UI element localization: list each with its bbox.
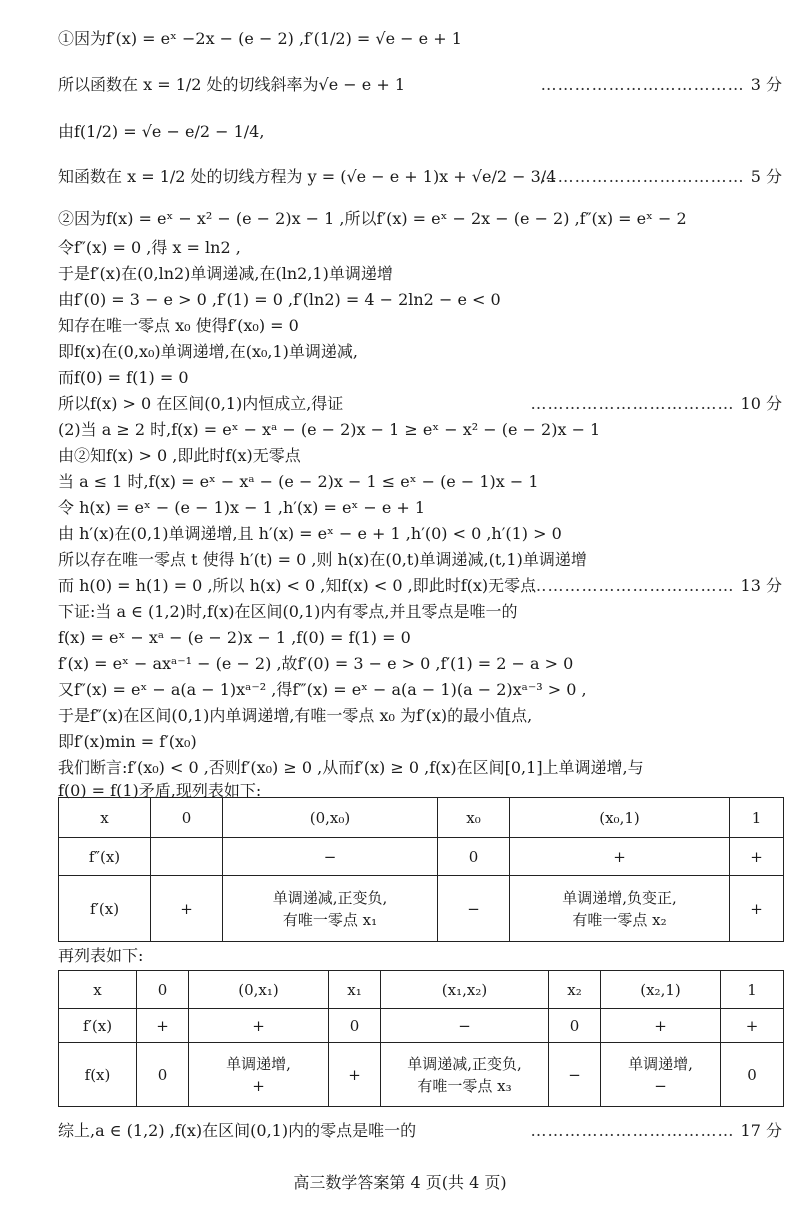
table-cell <box>223 798 438 838</box>
cell-line: 单调递减,正变负, <box>407 1054 522 1073</box>
table-cell <box>59 1043 137 1107</box>
cell-line: + <box>252 1076 265 1095</box>
cell-line: − <box>458 1016 471 1035</box>
cell-line: − <box>568 1065 581 1084</box>
line-text: 所以函数在 x = 1/2 处的切线斜率为√e − e + 1 <box>58 75 405 94</box>
table-row <box>59 798 784 838</box>
solution-line <box>58 601 782 623</box>
line-text: 所以f(x) > 0 在区间(0,1)内恒成立,得证 <box>58 394 344 413</box>
table-cell <box>381 1009 549 1043</box>
table-cell <box>549 1043 601 1107</box>
table-cell <box>329 971 381 1009</box>
cell-line: x₀ <box>466 808 481 827</box>
table-cell <box>601 1009 721 1043</box>
table-cell <box>59 1009 137 1043</box>
cell-line: + <box>745 1016 759 1035</box>
cell-line: 单调递增, <box>226 1054 291 1073</box>
cell-line: + <box>613 847 626 866</box>
line-text: 由②知f(x) > 0 ,即此时f(x)无零点 <box>58 446 301 465</box>
cell-line: x <box>100 808 109 827</box>
solution-line <box>58 208 782 230</box>
table-row <box>59 838 784 876</box>
cell-line: (x₁,x₂) <box>441 980 488 999</box>
solution-line <box>58 419 782 441</box>
table-cell <box>151 876 223 942</box>
score-mark: ……………………………… 13 分 <box>530 576 782 595</box>
cell-line: (0,x₁) <box>238 980 279 999</box>
cell-line: 有唯一零点 x₂ <box>572 910 667 929</box>
table-cell <box>223 838 438 876</box>
table-cell <box>329 1043 381 1107</box>
cell-line: + <box>654 1016 667 1035</box>
table-cell <box>601 971 721 1009</box>
solution-line <box>58 367 782 389</box>
solution-line <box>58 263 782 285</box>
line-text: 当 a ≤ 1 时,f(x) = eˣ − xᵃ − (e − 2)x − 1 ≤ eˣ − (e − 1)x − 1 <box>58 472 539 491</box>
line-text: f(0) = f(1)矛盾,现列表如下: <box>58 781 262 800</box>
score-mark: ……………………………… 3 分 <box>540 75 782 94</box>
table-cell <box>721 1009 784 1043</box>
table-cell <box>381 1043 549 1107</box>
line-text: 而 h(0) = h(1) = 0 ,所以 h(x) < 0 ,知f(x) < 0 ,即此时f(x)无零点 <box>58 576 537 595</box>
cell-line: x₂ <box>567 980 582 999</box>
table-cell <box>510 798 730 838</box>
solution-line <box>58 679 782 701</box>
table-cell <box>510 838 730 876</box>
cell-line: 0 <box>569 1016 580 1035</box>
line-text: ①因为f′(x) = eˣ −2x − (e − 2) ,f′(1/2) = √e − e + 1 <box>58 29 462 48</box>
table-cell <box>137 1009 189 1043</box>
solution-line <box>58 237 782 259</box>
table-row <box>59 1043 784 1107</box>
solution-line <box>58 289 782 311</box>
cell-line: f′(x) <box>89 899 120 918</box>
line-text: 令 h(x) = eˣ − (e − 1)x − 1 ,h′(x) = eˣ − e + 1 <box>58 498 426 517</box>
table-cell <box>151 798 223 838</box>
cell-line: 有唯一零点 x₁ <box>282 910 378 929</box>
line-text: 令f″(x) = 0 ,得 x = ln2 , <box>58 238 241 257</box>
cell-line: − <box>654 1076 667 1095</box>
line-text: f′(x) = eˣ − axᵃ⁻¹ − (e − 2) ,故f′(0) = 3 − e > 0 ,f′(1) = 2 − a > 0 <box>58 654 574 673</box>
line-text: 知函数在 x = 1/2 处的切线方程为 y = (√e − e + 1)x + √e/2 − 3/4 <box>58 167 557 186</box>
line-text: f(x) = eˣ − xᵃ − (e − 2)x − 1 ,f(0) = f(1) = 0 <box>58 628 411 647</box>
line-text: 即f′(x)min = f′(x₀) <box>58 732 197 751</box>
cell-line: − <box>323 847 337 866</box>
cell-line: f(x) <box>84 1065 111 1084</box>
table-cell <box>59 876 151 942</box>
table-cell <box>721 1043 784 1107</box>
table-cell <box>223 876 438 942</box>
table-cell <box>59 971 137 1009</box>
line-text: ②因为f(x) = eˣ − x² − (e − 2)x − 1 ,所以f′(x) = eˣ − 2x − (e − 2) ,f″(x) = eˣ − 2 <box>58 209 687 228</box>
cell-line: 单调递减,正变负, <box>272 888 388 907</box>
line-text: 于是f″(x)在区间(0,1)内单调递增,有唯一零点 x₀ 为f′(x)的最小值点, <box>58 706 533 725</box>
line-text: 由 h′(x)在(0,1)单调递增,且 h′(x) = eˣ − e + 1 ,h′(0) < 0 ,h′(1) > 0 <box>58 524 562 543</box>
conclusion-line <box>58 1120 782 1142</box>
table-row <box>59 876 784 942</box>
cell-line: + <box>750 847 763 866</box>
solution-line <box>58 315 782 337</box>
line-text: 而f(0) = f(1) = 0 <box>58 368 189 387</box>
line-text: 所以存在唯一零点 t 使得 h′(t) = 0 ,则 h(x)在(0,t)单调递减,(t,1)单调递增 <box>58 550 587 569</box>
solution-line <box>58 166 782 188</box>
solution-line <box>58 74 782 96</box>
line-text: 于是f′(x)在(0,ln2)单调递减,在(ln2,1)单调递增 <box>58 264 393 283</box>
solution-line <box>58 445 782 467</box>
line-text: 我们断言:f′(x₀) < 0 ,否则f′(x₀) ≥ 0 ,从而f′(x) ≥ 0 ,f(x)在区间[0,1]上单调递增,与 <box>58 758 644 777</box>
table-cell <box>381 971 549 1009</box>
line-text: 即f(x)在(0,x₀)单调递增,在(x₀,1)单调递减, <box>58 342 358 361</box>
table-cell <box>549 971 601 1009</box>
line-text: (2)当 a ≥ 2 时,f(x) = eˣ − xᵃ − (e − 2)x − 1 ≥ eˣ − x² − (e − 2)x − 1 <box>58 420 601 439</box>
table-cell <box>510 876 730 942</box>
table-cell <box>59 838 151 876</box>
table-row <box>59 971 784 1009</box>
cell-line: 单调递增,负变正, <box>562 888 677 907</box>
table-cell <box>438 876 510 942</box>
cell-line: 1 <box>747 980 757 999</box>
table-cell <box>730 798 784 838</box>
cell-line: 0 <box>157 980 168 999</box>
line-text: 知存在唯一零点 x₀ 使得f′(x₀) = 0 <box>58 316 299 335</box>
solution-line <box>58 705 782 727</box>
cell-line: x₁ <box>347 980 362 999</box>
cell-line: 0 <box>747 1065 757 1084</box>
cell-line: 0 <box>349 1016 360 1035</box>
cell-line: 单调递增, <box>628 1054 693 1073</box>
cell-line: 0 <box>468 847 479 866</box>
solution-line <box>58 523 782 545</box>
line-text: 下证:当 a ∈ (1,2)时,f(x)在区间(0,1)内有零点,并且零点是唯一的 <box>58 602 518 621</box>
table-cell <box>438 838 510 876</box>
solution-line <box>58 575 782 597</box>
table-cell <box>189 1043 329 1107</box>
conclusion-score: ……………………………… 17 分 <box>530 1121 782 1140</box>
table-cell <box>601 1043 721 1107</box>
page-footer: 高三数学答案第 4 页(共 4 页) <box>293 1173 507 1192</box>
solution-line <box>58 549 782 571</box>
table-cell <box>721 971 784 1009</box>
cell-line: (x₂,1) <box>640 980 681 999</box>
cell-line: 1 <box>751 808 762 827</box>
solution-line <box>58 471 782 493</box>
cell-line: 0 <box>181 808 192 827</box>
line-text: 又f″(x) = eˣ − a(a − 1)xᵃ⁻² ,得f‴(x) = eˣ − a(a − 1)(a − 2)xᵃ⁻³ > 0 , <box>58 680 587 699</box>
cell-line: (0,x₀) <box>309 808 351 827</box>
solution-line <box>58 28 782 50</box>
table-cell <box>59 798 151 838</box>
solution-line <box>58 121 782 143</box>
table-cell <box>151 838 223 876</box>
solution-line <box>58 627 782 649</box>
table-cell <box>189 971 329 1009</box>
cell-line: + <box>180 899 193 918</box>
solution-line <box>58 757 782 779</box>
table-2 <box>58 970 784 1107</box>
table-cell <box>438 798 510 838</box>
cell-line: 有唯一零点 x₃ <box>417 1076 512 1095</box>
table-cell <box>329 1009 381 1043</box>
solution-line <box>58 497 782 519</box>
solution-line <box>58 393 782 415</box>
solution-line <box>58 653 782 675</box>
cell-line: x <box>93 980 102 999</box>
table-cell <box>189 1009 329 1043</box>
cell-line: 0 <box>157 1065 168 1084</box>
solution-line <box>58 341 782 363</box>
table-cell <box>137 971 189 1009</box>
table-cell <box>730 876 784 942</box>
table-2-intro: 再列表如下: <box>58 946 144 965</box>
cell-line: + <box>252 1016 265 1035</box>
cell-line: f′(x) <box>82 1016 113 1035</box>
line-text: 由f′(0) = 3 − e > 0 ,f′(1) = 0 ,f′(ln2) = 4 − 2ln2 − e < 0 <box>58 290 501 309</box>
score-mark: ……………………………… 10 分 <box>530 394 782 413</box>
cell-line: f″(x) <box>88 847 121 866</box>
solution-line <box>58 731 782 753</box>
score-mark: ……………………………… 5 分 <box>540 167 782 186</box>
table-1 <box>58 797 784 942</box>
cell-line: − <box>467 899 480 918</box>
table-cell <box>549 1009 601 1043</box>
cell-line: + <box>156 1016 169 1035</box>
cell-line: + <box>348 1065 361 1084</box>
table-row <box>59 1009 784 1043</box>
line-text: 由f(1/2) = √e − e/2 − 1/4, <box>58 122 265 141</box>
cell-line: (x₀,1) <box>599 808 640 827</box>
table-cell <box>730 838 784 876</box>
cell-line: + <box>750 899 763 918</box>
table-cell <box>137 1043 189 1107</box>
conclusion-text: 综上,a ∈ (1,2) ,f(x)在区间(0,1)内的零点是唯一的 <box>58 1121 417 1140</box>
